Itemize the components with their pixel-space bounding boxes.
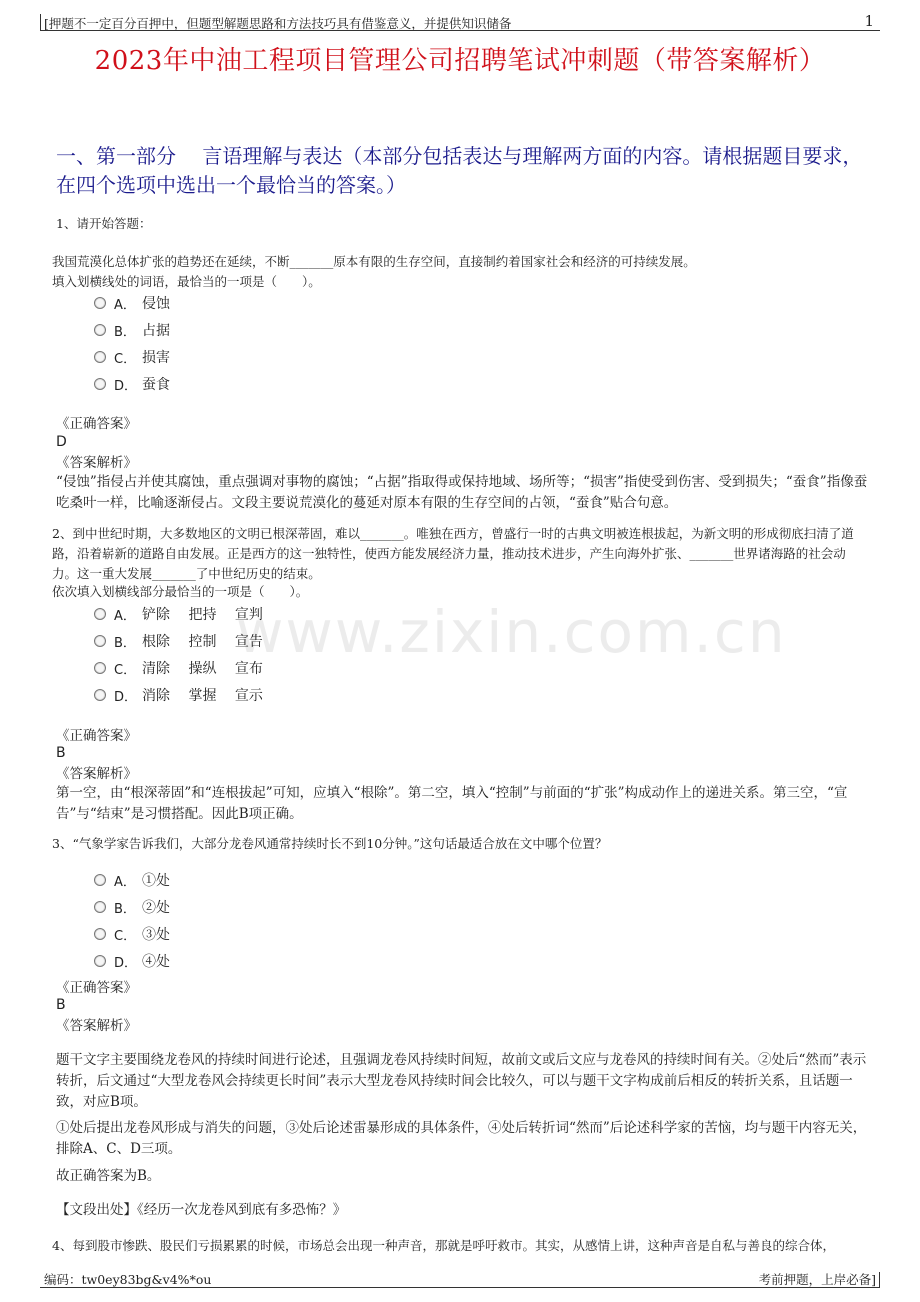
q3-source: 【文段出处】《经历一次龙卷风到底有多恐怖？》 — [56, 1202, 347, 1218]
radio-icon[interactable] — [94, 324, 106, 336]
q3-option-c[interactable]: C． ③处 — [94, 924, 170, 944]
q3-option-a[interactable]: A． ①处 — [94, 870, 170, 890]
footer-slogan: 考前押题，上岸必备] — [758, 1272, 876, 1287]
section-heading: 一、第一部分 言语理解与表达（本部分包括表达与理解两方面的内容。请根据题目要求，在四个选项中选出一个最恰当的答案。） — [56, 144, 863, 197]
q1-option-c[interactable]: C． 损害 — [94, 347, 170, 367]
radio-icon[interactable] — [94, 955, 106, 967]
q1-answer-label: 《正确答案》 — [56, 416, 137, 432]
q3-stem: 3、“气象学家告诉我们，大部分龙卷风通常持续时长不到10分钟。”这句话最适合放在文中哪个位置？ — [52, 836, 608, 851]
watermark: www.zixin.com.cn — [236, 598, 787, 666]
q4-stem: 4、每到股市惨跌、股民们亏损累累的时候，市场总会出现一种声音，那就是呼吁救市。其实，从感情上讲，这种声音是自私与善良的综合体， — [52, 1238, 835, 1253]
radio-icon[interactable] — [94, 901, 106, 913]
q2-ask: 依次填入划横线部分最恰当的一项是（ ）。 — [52, 584, 309, 599]
q3-option-d[interactable]: D． ④处 — [94, 951, 170, 971]
q2-stem: 2、到中世纪时期，大多数地区的文明已根深蒂固，难以_______。唯独在西方，曾盛行一时的古典文明被连根拔起，为新文明的形成彻底扫清了道路，沿着崭新的道路自由发展。正是西方的这一独特性，使西方能发展经济力量，推动技术进步，产生向海外扩张、_______世界诸海路的社会动力。这一重大发展_______了中世纪历史的结束。 — [52, 526, 854, 581]
footer-divider — [40, 1287, 880, 1288]
q1-ask: 填入划横线处的词语，最恰当的一项是（ ）。 — [52, 274, 321, 289]
q2-analysis: 第一空，由“根深蒂固”和“连根拔起”可知，应填入“根除”。第二空，填入“控制”与前面的“扩张”构成动作上的递进关系。第三空，“宣告”与“结束”是习惯搭配。因此B项正确。 — [56, 785, 848, 822]
radio-icon[interactable] — [94, 874, 106, 886]
footer-code: 编码：tw0ey83bg&v4%*ou — [44, 1272, 212, 1287]
radio-icon[interactable] — [94, 351, 106, 363]
q3-option-b[interactable]: B． ②处 — [94, 897, 170, 917]
footer-right-tick — [879, 1272, 880, 1288]
q1-analysis: “侵蚀”指侵占并使其腐蚀，重点强调对事物的腐蚀；“占据”指取得或保持地域、场所等；“损害”指使受到伤害、受到损失；“蚕食”指像蚕吃桑叶一样，比喻逐渐侵占。文段主要说荒漠化的蔓延对原本有限的生存空间的占领，“蚕食”贴合句意。 — [56, 474, 868, 511]
q2-answer: B — [56, 745, 66, 761]
q2-option-a[interactable]: A． 铲除 把持 宣判 — [94, 604, 263, 624]
q1-stem: 我国荒漠化总体扩张的趋势还在延续，不断_______原本有限的生存空间，直接制约着国家社会和经济的可持续发展。 — [52, 254, 696, 269]
q1-option-a[interactable]: A． 侵蚀 — [94, 293, 170, 313]
radio-icon[interactable] — [94, 297, 106, 309]
q3-analysis-paragraph-1: 题干文字主要围绕龙卷风的持续时间进行论述，且强调龙卷风持续时间短，故前文或后文应与龙卷风的持续时间有关。②处后“然而”表示转折，后文通过“大型龙卷风会持续更长时间”表示大型龙卷风持续时间会比较久，可以与题干文字构成前后相反的转折关系，且话题一致，对应B项。 — [56, 1052, 867, 1110]
radio-icon[interactable] — [94, 928, 106, 940]
radio-icon[interactable] — [94, 662, 106, 674]
header-note: [押题不一定百分百押中，但题型解题思路和方法技巧具有借鉴意义，并提供知识储备 — [44, 16, 512, 31]
q3-analysis-paragraph-3: 故正确答案为B。 — [56, 1168, 161, 1184]
document-title: 2023年中油工程项目管理公司招聘笔试冲刺题（带答案解析） — [94, 46, 826, 76]
q2-answer-label: 《正确答案》 — [56, 728, 137, 744]
header-divider — [40, 30, 880, 31]
radio-icon[interactable] — [94, 635, 106, 647]
q2-option-b[interactable]: B． 根除 控制 宣告 — [94, 631, 263, 651]
q1-analysis-label: 《答案解析》 — [56, 455, 137, 471]
q1-intro: 1、请开始答题： — [56, 216, 152, 231]
page-number: 1 — [864, 12, 874, 30]
q1-answer: D — [56, 434, 67, 450]
q3-answer: B — [56, 997, 66, 1013]
q2-option-c[interactable]: C． 清除 操纵 宣布 — [94, 658, 263, 678]
q3-analysis-paragraph-2: ①处后提出龙卷风形成与消失的问题，③处后论述雷暴形成的具体条件，④处后转折词“然而”后论述科学家的苦恼，均与题干内容无关，排除A、C、D三项。 — [56, 1120, 867, 1157]
q3-answer-label: 《正确答案》 — [56, 980, 137, 996]
radio-icon[interactable] — [94, 608, 106, 620]
radio-icon[interactable] — [94, 689, 106, 701]
q2-option-d[interactable]: D． 消除 掌握 宣示 — [94, 685, 263, 705]
q1-option-b[interactable]: B． 占据 — [94, 320, 170, 340]
radio-icon[interactable] — [94, 378, 106, 390]
header-left-tick — [40, 14, 41, 30]
q2-analysis-label: 《答案解析》 — [56, 766, 137, 782]
q3-analysis-label: 《答案解析》 — [56, 1018, 137, 1034]
q1-option-d[interactable]: D． 蚕食 — [94, 374, 170, 394]
